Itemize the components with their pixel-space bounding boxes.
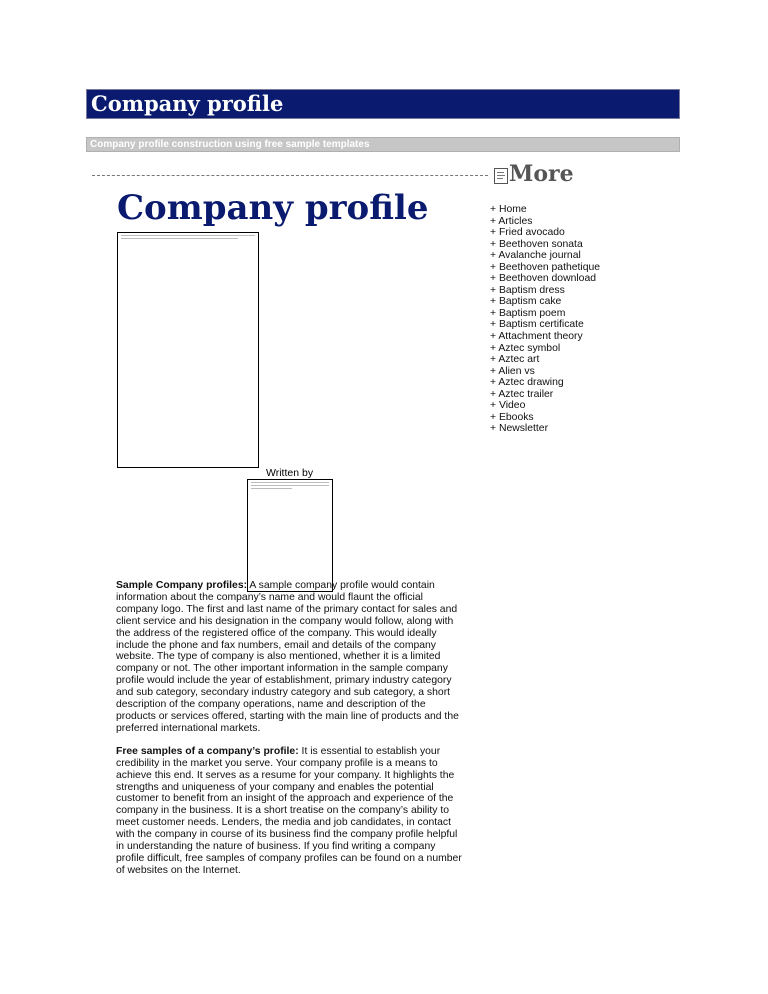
embedded-frame-text-line [121,238,238,239]
sidebar-nav [490,204,600,435]
embedded-frame-text-line [121,235,255,236]
embedded-frame-large[interactable] [117,232,259,468]
paragraph-text: It is essential to establish your credibility in the market you serve. Your company profile is a means to achieve this end. It serves as a resume for your company. It highlights the strengths and uniqueness of your company and enables the potential customer to benefit from an insight of the approach and experience of the company in the business. It is a short treatise on the company’s ability to meet customer needs. Lenders, the media and job candidates, in contact with the company in course of its business find the company profile helpful in understanding the nature of business. If you find writing a company profile difficult, free samples of company profiles can be found on a number of websites on the Internet. [116,745,462,876]
sidebar-item-alien-vs[interactable]: + Alien vs [490,365,535,377]
page-title: Company profile [117,188,429,228]
dashed-divider [92,175,488,176]
paragraph-text: A sample company profile would contain information about the company’s name and would flaunt the official company logo. The first and last name of the primary contact for sales and client service and his designation in the company would follow, along with the address of the registered office of the company. This would ideally include the phone and fax numbers, email and details of the company website. The type of company is also mentioned, whether it is a limited company or not. The other important information in the sample company profile would include the year of establishment, primary industry category and sub category, secondary industry category and sub category, a short description of the company operations, name and description of the products or services offered, starting with the main line of products and the preferred international markets. [116,580,459,734]
sidebar-item-video[interactable]: + Video [490,400,526,412]
paragraph-heading: Free samples of a company’s profile: [116,745,299,757]
header-bar [86,89,680,119]
author-label: Written by [266,467,314,479]
sidebar-item-beethoven-sonata[interactable]: + Beethoven sonata [490,238,583,250]
sidebar-item-aztec-trailer[interactable]: + Aztec trailer [490,388,554,400]
embedded-frame-text-line [251,485,329,486]
paragraph-sample-profiles [116,580,466,735]
sidebar-item-newsletter[interactable]: + Newsletter [490,423,549,435]
sidebar-title: More [509,161,574,187]
sidebar-item-ebooks[interactable]: + Ebooks [490,411,534,423]
sidebar-item-aztec-symbol[interactable]: + Aztec symbol [490,342,561,354]
sidebar-item-baptism-certificate[interactable]: + Baptism certificate [490,319,584,331]
sidebar-item-baptism-dress[interactable]: + Baptism dress [490,284,565,296]
embedded-frame-small[interactable] [247,479,333,592]
article-body [116,580,466,888]
site-title: Company profile [91,91,284,116]
document-icon [494,168,508,184]
paragraph-heading: Sample Company profiles: [116,580,248,591]
sidebar-item-baptism-poem[interactable]: + Baptism poem [490,307,566,319]
embedded-frame-text-line [251,488,292,489]
paragraph-free-samples [116,746,466,877]
sidebar-item-beethoven-pathetique[interactable]: + Beethoven pathetique [490,261,601,273]
sidebar-item-attachment-theory[interactable]: + Attachment theory [490,331,583,343]
subtitle-bar [86,137,680,152]
sidebar-item-fried-avocado[interactable]: + Fried avocado [490,227,565,239]
sidebar-item-avalanche-journal[interactable]: + Avalanche journal [490,250,581,262]
sidebar-item-aztec-art[interactable]: + Aztec art [490,354,540,366]
sidebar-item-home[interactable]: + Home [490,204,527,215]
embedded-frame-text-line [251,482,329,483]
sidebar-item-beethoven-download[interactable]: + Beethoven download [490,273,597,285]
sidebar-item-baptism-cake[interactable]: + Baptism cake [490,296,562,308]
sidebar-item-articles[interactable]: + Articles [490,215,533,227]
sidebar-item-aztec-drawing[interactable]: + Aztec drawing [490,377,564,389]
site-subtitle: Company profile construction using free sample templates [90,139,370,150]
